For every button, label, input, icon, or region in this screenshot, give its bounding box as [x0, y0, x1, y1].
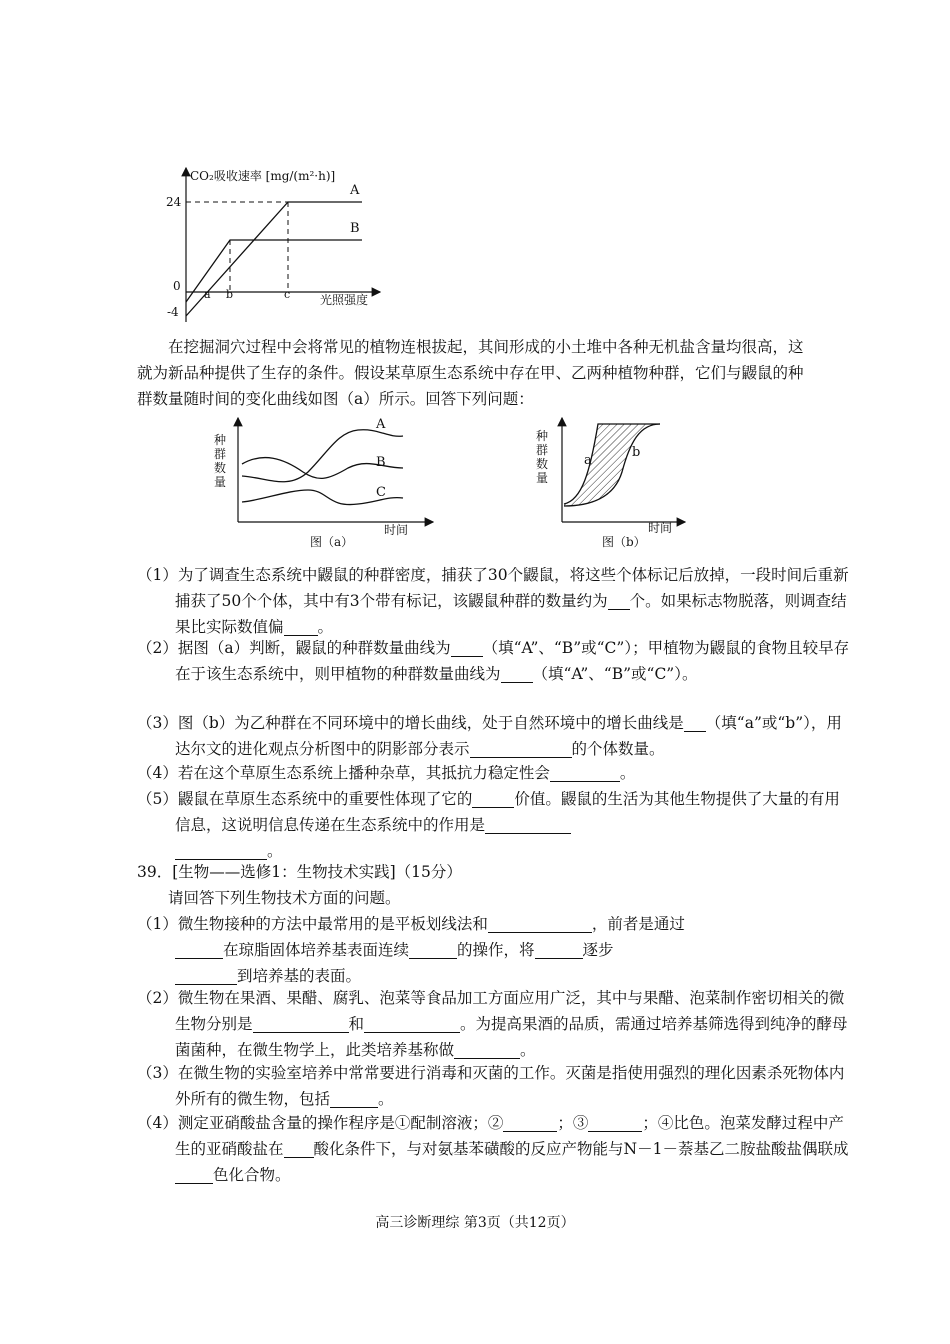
- y-label-2: 群: [536, 443, 549, 457]
- q38-part-3: （3）图（b）为乙种群在不同环境中的增长曲线，处于自然环境中的增长曲线是 （填“a”或“b”），用达尔文的进化观点分析图中的阴影部分表示 的个体数量。: [137, 714, 842, 758]
- q39-intro: 请回答下列生物技术方面的问题。: [168, 889, 401, 907]
- answer-blank[interactable]: [451, 638, 483, 657]
- y-label-1: 种: [214, 433, 227, 447]
- y-label-2: 群: [214, 447, 227, 461]
- answer-blank[interactable]: [175, 1165, 213, 1184]
- y-tick-neg4: -4: [167, 305, 179, 319]
- answer-blank[interactable]: [684, 713, 706, 732]
- x-label: 时间: [648, 521, 673, 535]
- curve-b-label: b: [632, 445, 641, 460]
- answer-blank[interactable]: [175, 841, 267, 860]
- answer-blank[interactable]: [550, 763, 620, 782]
- y-label-4: 量: [536, 471, 549, 485]
- answer-blank[interactable]: [535, 940, 583, 959]
- x-mark-b: b: [226, 288, 234, 301]
- curve-a-label: A: [350, 183, 360, 198]
- answer-blank[interactable]: [608, 591, 630, 610]
- answer-blank[interactable]: [588, 1113, 642, 1132]
- y-label-1: 种: [536, 429, 549, 443]
- y-tick-24: 24: [166, 195, 182, 209]
- curve-c-label: C: [376, 485, 386, 500]
- answer-blank[interactable]: [409, 940, 457, 959]
- answer-blank[interactable]: [175, 940, 223, 959]
- answer-blank[interactable]: [503, 1113, 557, 1132]
- x-axis-label: 光照强度: [320, 293, 369, 307]
- answer-blank[interactable]: [284, 617, 318, 636]
- answer-blank[interactable]: [175, 966, 237, 985]
- figure-b-caption: 图（b）: [602, 535, 646, 549]
- curve-b-label: B: [350, 221, 360, 236]
- q38-part-4: （4）若在这个草原生态系统上播种杂草，其抵抗力稳定性会 。: [137, 764, 636, 782]
- q39-part-2: （2）微生物在果酒、果醋、腐乳、泡菜等食品加工方面应用广泛，其中与果醋、泡菜制作密切相关的微生物分别是 和 。为提高果酒的品质，需通过培养基筛选得到纯净的酵母菌菌种，在微生物学上，此类培养基称做 。: [137, 989, 848, 1059]
- q39-part-1: （1）微生物接种的方法中最常用的是平板划线法和 ，前者是通过 在琼脂固体培养基表面连续 的操作，将 逐步 到培养基的表面。: [137, 915, 685, 985]
- page-footer: 高三诊断理综 第3页（共12页）: [375, 1215, 575, 1231]
- curve-a-label: a: [584, 453, 592, 468]
- y-label-3: 数: [536, 457, 549, 471]
- x-mark-c: c: [284, 288, 291, 301]
- answer-blank[interactable]: [501, 664, 533, 683]
- y-axis-label: CO₂吸收速率 [mg/(m²·h)]: [190, 169, 336, 183]
- answer-blank[interactable]: [488, 914, 592, 933]
- answer-blank[interactable]: [454, 1040, 520, 1059]
- y-label-3: 数: [214, 461, 227, 475]
- y-tick-0: 0: [173, 279, 181, 293]
- x-label: 时间: [384, 523, 409, 537]
- q38-part-5: （5）鼹鼠在草原生态系统中的重要性体现了它的 价值。鼹鼠的生活为其他生物提供了大量的有用信息，这说明信息传递在生态系统中的作用是 。: [137, 790, 840, 860]
- answer-blank[interactable]: [472, 789, 514, 808]
- co2-absorption-graph: [160, 160, 390, 330]
- figure-b: [530, 412, 700, 552]
- answer-blank[interactable]: [470, 739, 572, 758]
- answer-blank[interactable]: [330, 1089, 378, 1108]
- figure-a-caption: 图（a）: [310, 535, 354, 549]
- curve-a-label: A: [376, 417, 386, 432]
- q39-part-3: （3）在微生物的实验室培养中常常要进行消毒和灭菌的工作。灭菌是指使用强烈的理化因素杀死物体内外所有的微生物，包括 。: [137, 1064, 845, 1108]
- q39-part-4: （4）测定亚硝酸盐含量的操作程序是①配制溶液；② ；③ ；④比色。泡菜发酵过程中产生的亚硝酸盐在 酸化条件下，与对氨基苯磺酸的反应产物能与N－1－萘基乙二胺盐酸盐偶联成色化合物。: [137, 1114, 849, 1184]
- q38-part-2: （2）据图（a）判断，鼹鼠的种群数量曲线为 （填“A”、“B”或“C”）；甲植物为鼹鼠的食物且较早存在于该生态系统中，则甲植物的种群数量曲线为 （填“A”、“B”或“C”）。: [137, 639, 850, 683]
- answer-blank[interactable]: [485, 815, 571, 834]
- x-mark-a: a: [204, 288, 211, 301]
- answer-blank[interactable]: [284, 1139, 314, 1158]
- intro-paragraph: 在挖掘洞穴过程中会将常见的植物连根拔起，其间形成的小土堆中各种无机盐含量均很高，这就为新品种提供了生存的条件。假设某草原生态系统中存在甲、乙两种植物种群，它们与鼹鼠的种群数量随时间的变化曲线如图（a）所示。回答下列问题：: [137, 338, 804, 408]
- figure-a: [208, 412, 438, 552]
- curve-b-label: B: [376, 455, 386, 470]
- q39-title: 39．[生物——选修1：生物技术实践]（15分）: [137, 863, 462, 881]
- y-label-4: 量: [214, 475, 227, 489]
- answer-blank[interactable]: [253, 1014, 349, 1033]
- q38-part-1: （1）为了调查生态系统中鼹鼠的种群密度，捕获了30个鼹鼠，将这些个体标记后放掉，一段时间后重新捕获了50个个体，其中有3个带有标记，该鼹鼠种群的数量约为 个。如果标志物脱落，则调查结果比实际数值偏 。: [137, 566, 849, 636]
- answer-blank[interactable]: [364, 1014, 460, 1033]
